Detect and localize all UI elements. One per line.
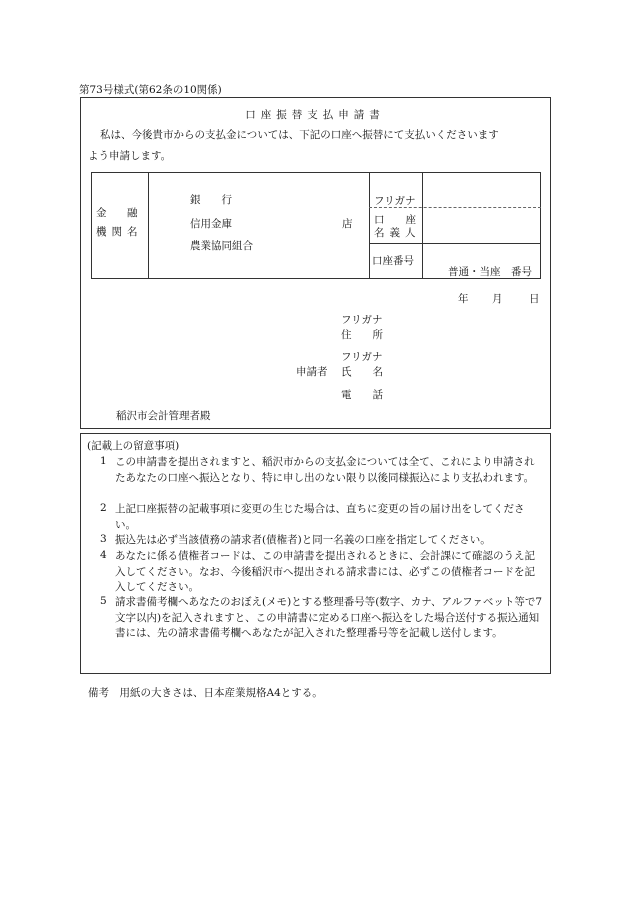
furigana-name-label: フリガナ xyxy=(341,351,383,363)
address-label: 住 所 xyxy=(341,329,383,341)
account-holder-label-2: 名義人 xyxy=(374,227,421,239)
note-number: 4 xyxy=(100,549,107,561)
note-text: あなたに係る債権者コードは、この申請書を提出されるときに、会計課にて確認のうえ記入してください。なお、今後稲沢市へ提出される請求書には、必ずこの債権者コードを記入してください。 xyxy=(115,550,535,593)
intro-text-line2: よう申請します。 xyxy=(88,150,172,162)
shinkin-label: 信用金庫 xyxy=(190,218,232,230)
account-type-label: 普通・当座 番号 xyxy=(448,266,532,278)
form-title: 口座振替支払申請書 xyxy=(245,109,385,121)
furigana-label: フリガナ xyxy=(374,195,416,207)
furigana-address-label: フリガナ xyxy=(341,314,383,326)
note-number: 3 xyxy=(100,533,107,545)
addressee: 稲沢市会計管理者殿 xyxy=(116,410,211,422)
applicant-label: 申請者 xyxy=(296,366,328,378)
nokyo-label: 農業協同組合 xyxy=(190,240,253,252)
date-year: 年 xyxy=(458,293,469,305)
note-number: 1 xyxy=(100,455,107,467)
financial-institution-label-2: 機関名 xyxy=(96,226,143,238)
note-text: この申請書を提出されますと、稲沢市からの支払金については全て、これにより申請されたあなたの口座へ振込となり、特に申し出のない限り以後同様振込により支払われます。 xyxy=(115,456,535,484)
intro-text-line1: 私は、今後貴市からの支払金については、下記の口座へ振替にて支払いくださいます xyxy=(100,129,499,141)
notes-heading: (記載上の留意事項) xyxy=(87,440,180,452)
account-holder-label-1: 口 座 xyxy=(374,214,416,226)
form-number: 第73号様式(第62条の10関係) xyxy=(79,84,222,96)
name-label: 氏 名 xyxy=(341,366,383,378)
note-text: 振込先は必ず当該債務の請求者(債権者)と同一名義の口座を指定してください。 xyxy=(115,534,491,546)
bank-label: 銀 行 xyxy=(190,194,232,206)
note-text: 上記口座振替の記載事項に変更の生じた場合は、直ちに変更の旨の届け出をしてください。 xyxy=(115,503,525,531)
bank-table xyxy=(91,172,541,279)
remarks: 備考 用紙の大きさは、日本産業規格A4とする。 xyxy=(88,687,323,699)
note-text: 請求書備考欄へあなたのおぼえ(メモ)とする整理番号等(数字、カナ、アルファベット等で7文字以内)を記入されますと、この申請書に定める口座へ振込をした場合送付する振込通知書には、先の請求書備考欄へあなたが記入された整理番号等を記載し送付します。 xyxy=(115,596,543,639)
date-month: 月 xyxy=(492,293,503,305)
branch-label: 店 xyxy=(342,218,353,230)
note-number: 5 xyxy=(100,595,107,607)
date-day: 日 xyxy=(529,293,540,305)
account-number-label: 口座番号 xyxy=(372,255,414,267)
phone-label: 電 話 xyxy=(341,389,383,401)
financial-institution-label-1: 金 融 xyxy=(96,207,143,219)
note-number: 2 xyxy=(100,502,107,514)
